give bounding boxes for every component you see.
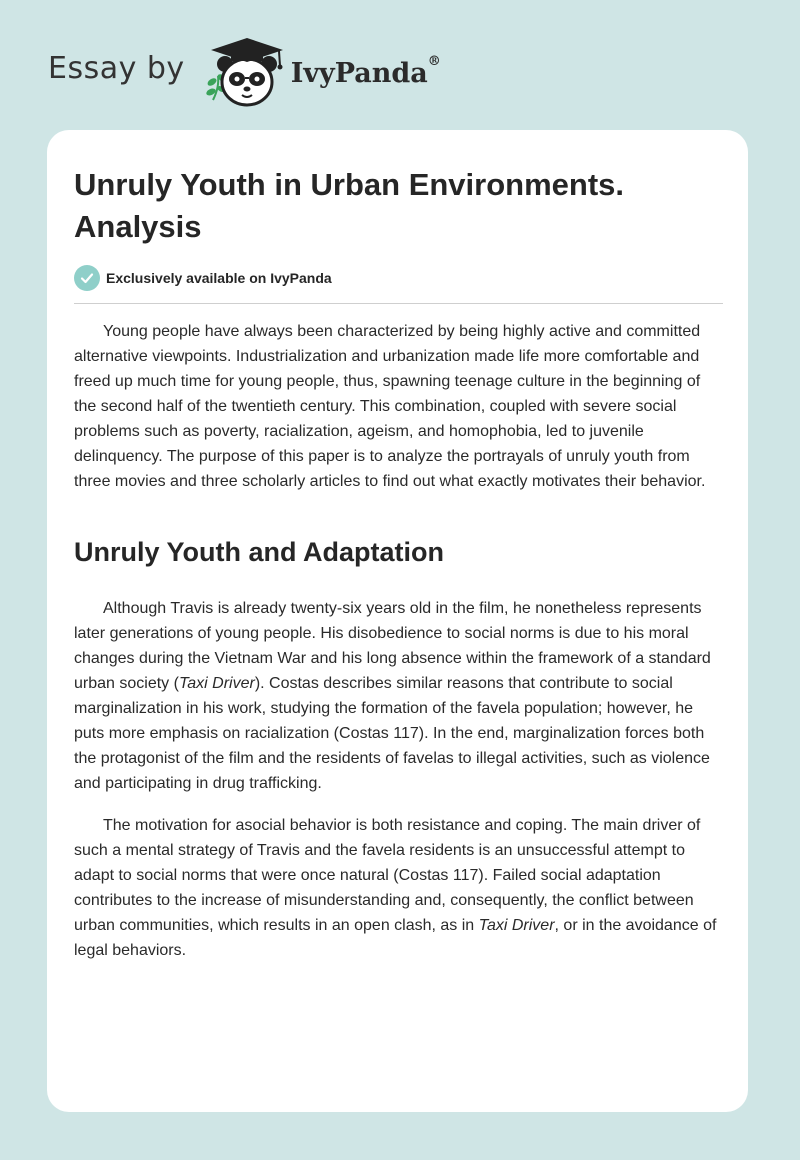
- check-circle-icon: [74, 265, 100, 291]
- brand-header: [48, 34, 441, 110]
- intro-paragraph: Young people have always been characterized by being highly active and committed alternative viewpoints. Industrialization and urbanization made life more comfortable and freed up much time for young people, thus, spawning teenage culture in the beginning of the second half of the twentieth century. This combination, coupled with severe social problems such as poverty, racialization, ageism, and homophobia, led to juvenile delinquency. The purpose of this paper is to analyze the portrayals of unruly youth from three movies and three scholarly articles to find out what exactly motivates their behavior.: [74, 323, 706, 490]
- exclusive-label: Exclusively available on IvyPanda: [106, 270, 332, 286]
- title-line-2: Analysis: [74, 209, 202, 244]
- brand-name: IvyPanda®: [290, 53, 441, 89]
- film-title-ref: Taxi Driver: [478, 917, 555, 934]
- essay-card: [47, 130, 748, 1112]
- essay-by-label: Essay by: [48, 50, 185, 86]
- film-title-ref: Taxi Driver: [178, 675, 255, 692]
- section-heading: Unruly Youth and Adaptation: [74, 537, 444, 567]
- body-paragraph-2: The motivation for asocial behavior is both resistance and coping. The main driver of such a mental strategy of Travis and the favela residents is an unsuccessful attempt to adapt to social norms that were once natural (Costas 117). Failed social adaptation contributes to the increase of misunderstanding and, consequently, the conflict between urban communities, which results in an open clash, as in Taxi Driver, or in the avoidance of legal behaviors.: [74, 817, 717, 959]
- exclusive-badge: [74, 265, 332, 291]
- divider: [74, 303, 723, 304]
- body-paragraph-1: Although Travis is already twenty-six years old in the film, he nonetheless represents later generations of young people. His disobedience to social norms is due to his moral changes during the Vietnam War and his long absence within the framework of a standard urban society (Taxi Driver). Costas describes similar reasons that contribute to social marginalization in his work, studying the formation of the favela population; however, he puts more emphasis on racialization (Costas 117). In the end, marginalization forces both the protagonist of the film and the residents of favelas to illegal activities, such as violence and participating in drug trafficking.: [74, 600, 711, 792]
- trademark-mark: ®: [427, 53, 441, 69]
- page-title: [74, 164, 714, 248]
- panda-logo-icon: [199, 34, 287, 110]
- title-line-1: Unruly Youth in Urban Environments.: [74, 167, 625, 202]
